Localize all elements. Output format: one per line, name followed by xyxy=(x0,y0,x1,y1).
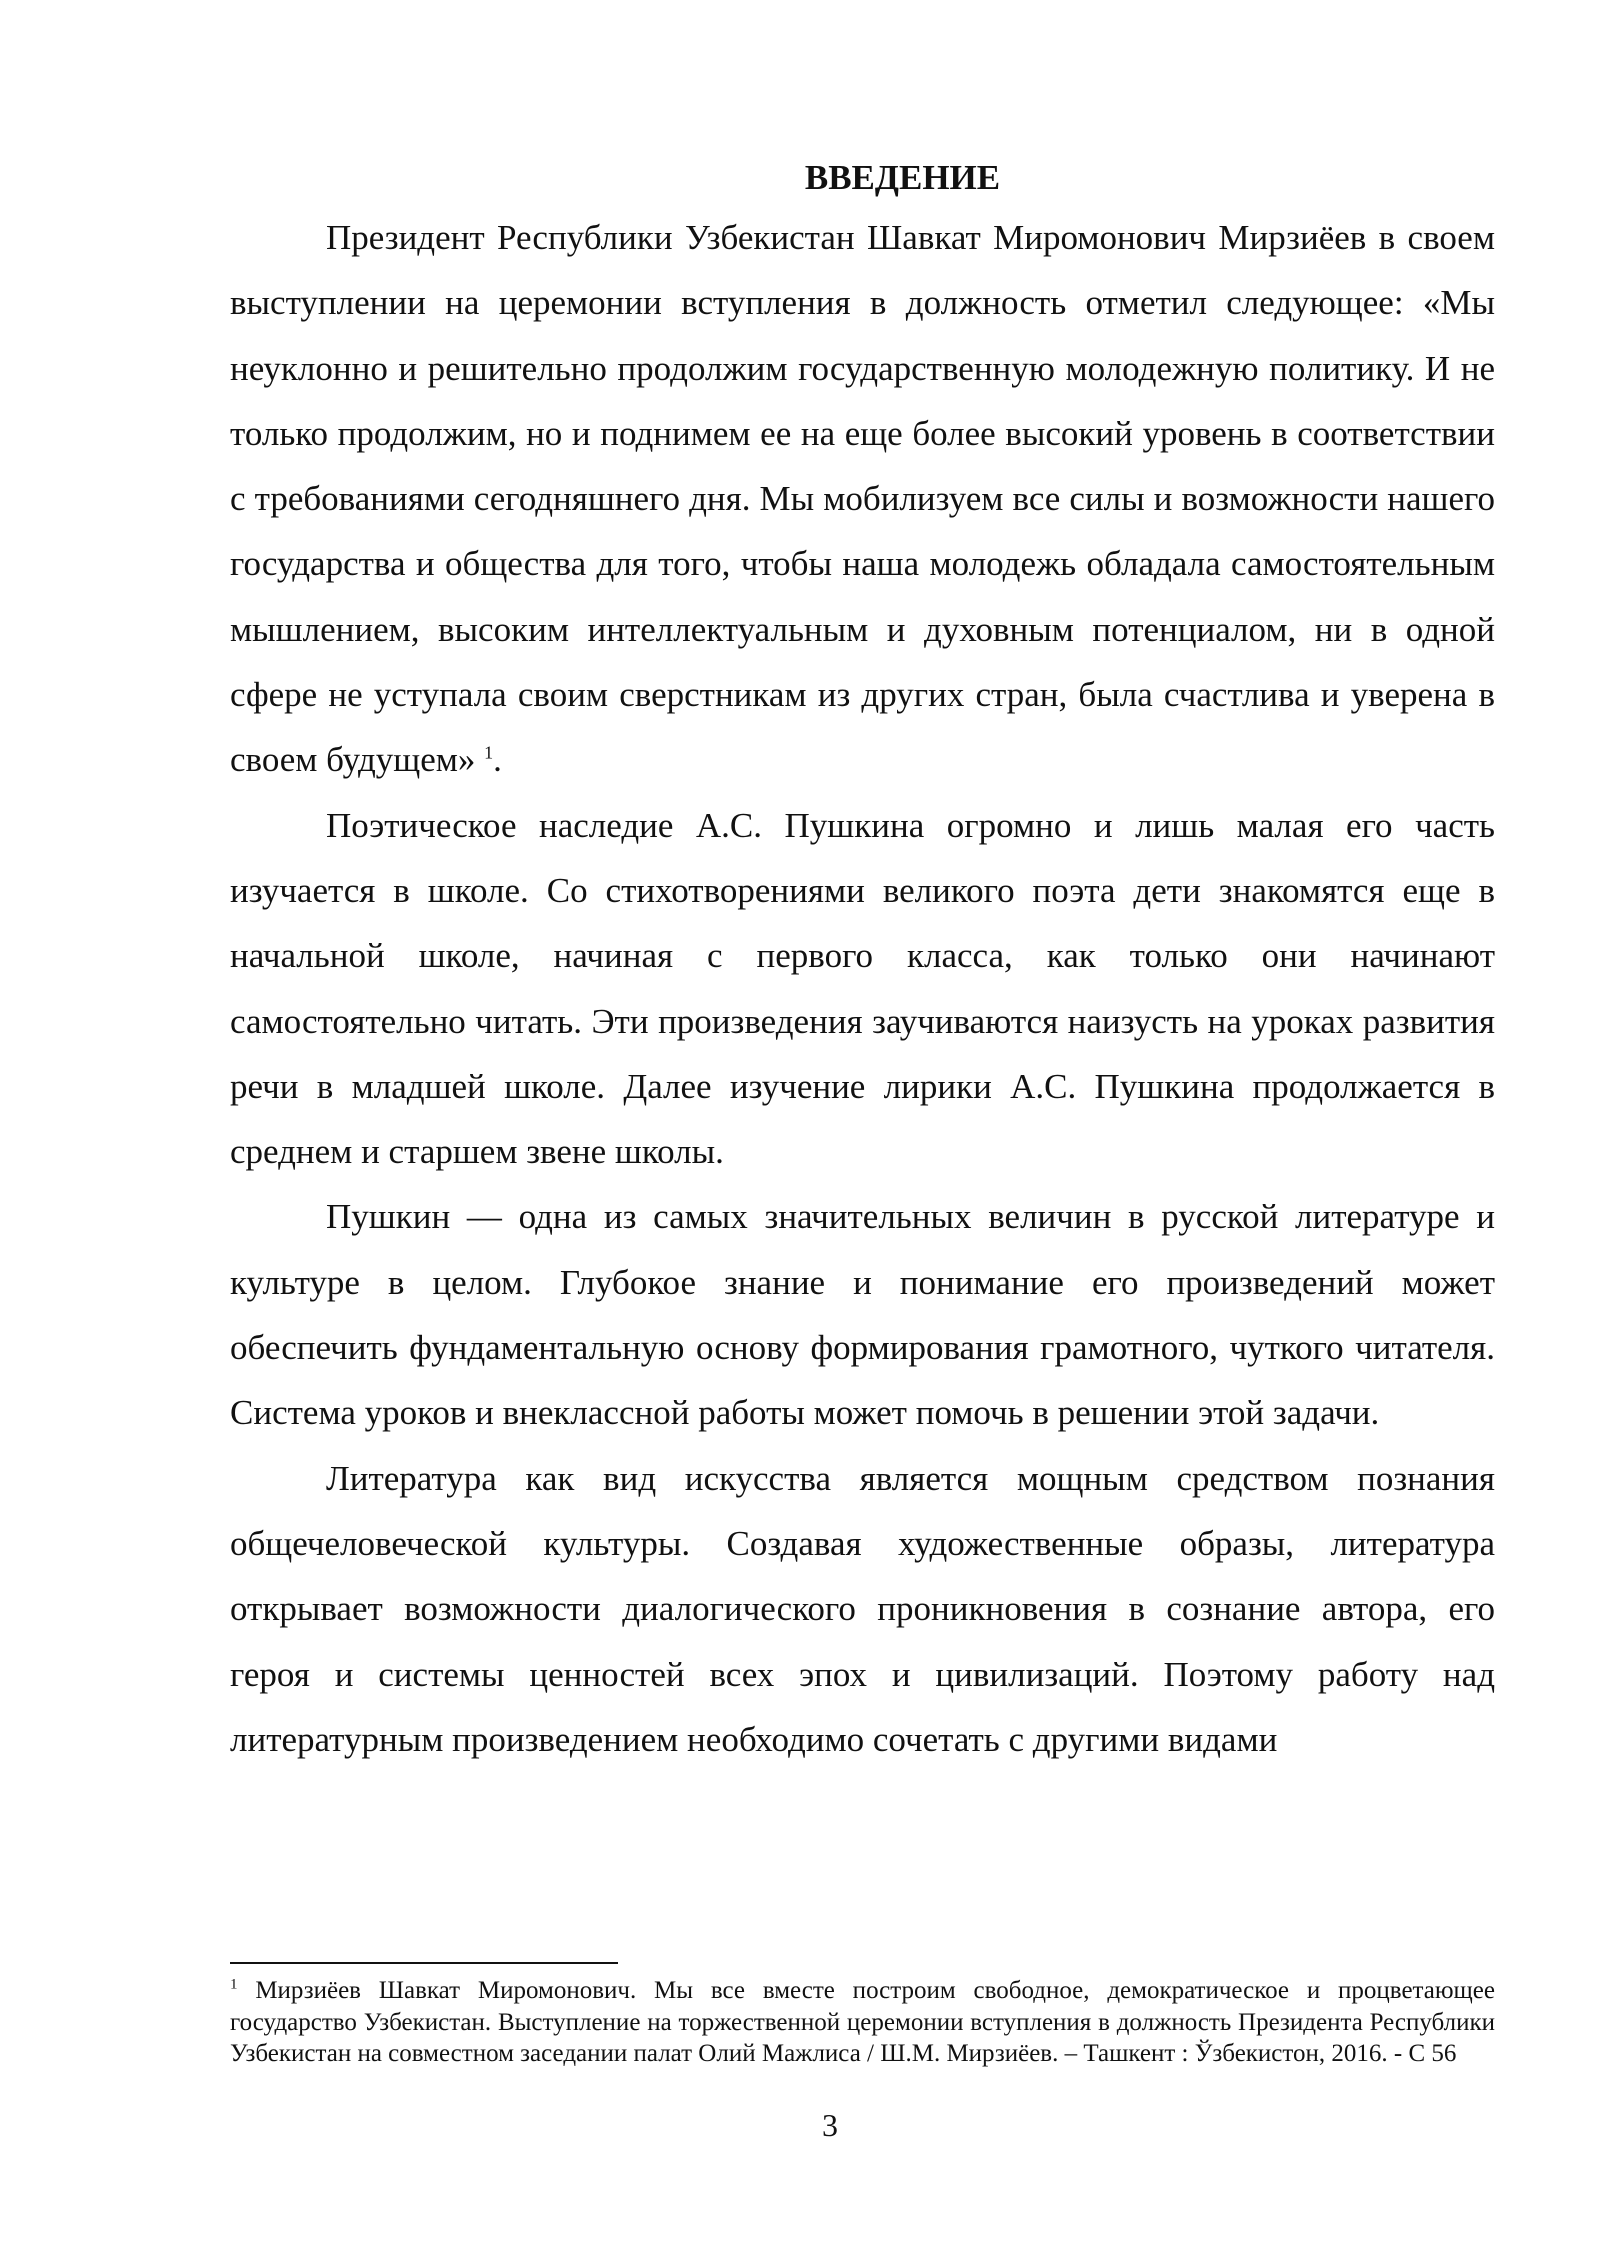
paragraph-2: Поэтическое наследие А.С. Пушкина огромно и лишь малая его часть изучается в школе. Со стихотворениями великого поэта дети знакомятся еще в начальной школе, начиная с первого класса, как только они начинают самостоятельно читать. Эти произведения заучиваются наизусть на уроках развития речи в младшей школе. Далее изучение лирики А.С. Пушкина продолжается в среднем и старшем звене школы. xyxy=(230,805,1495,1172)
paragraph-3: Пушкин — одна из самых значительных величин в русской литературе и культуре в целом. Глубокое знание и понимание его произведений может обеспечить фундаментальную основу формирования грамотного, чуткого читателя. Система уроков и внеклассной работы может помочь в решении этой задачи. xyxy=(230,1197,1495,1433)
footnote-mark: 1 xyxy=(230,1976,238,1993)
paragraph-4: Литература как вид искусства является мощным средством познания общечеловеческой культуры. Создавая художественные образы, литература открывает возможности диалогического проникновения в сознание автора, его героя и системы ценностей всех эпох и цивилизаций. Поэтому работу над литературным произведением необходимо сочетать с другими видами xyxy=(230,1458,1495,1759)
paragraph-1-text: Президент Республики Узбекистан Шавкат Миромонович Мирзиёев в своем выступлении на церемонии вступления в должность отметил следующее: «Мы неуклонно и решительно продолжим государственную молодежную политику. И не только продолжим, но и поднимем ее на еще более высокий уровень в соответствии с требованиями сегодняшнего дня. Мы мобилизуем все силы и возможности нашего государства и общества для того, чтобы наша молодежь обладала самостоятельным мышлением, высоким интеллектуальным и духовным потенциалом, ни в одной сфере не уступала своим сверстникам из других стран, была счастлива и уверена в своем будущем» xyxy=(230,218,1495,780)
page-number: 3 xyxy=(822,2107,838,2143)
paragraph-1 xyxy=(230,205,1495,793)
footnote-text: Мирзиёев Шавкат Миромонович. Мы все вместе построим свободное, демократическое и процветающее государство Узбекистан. Выступление на торжественной церемонии вступления в должность Президента Республики Узбекистан на совместном заседании палат Олий Мажлиса / Ш.М. Мирзиёев. – Ташкент : Ўзбекистон, 2016. - С 56 xyxy=(230,1977,1495,2067)
paragraph-1-suffix: . xyxy=(493,740,502,780)
footnote xyxy=(230,1975,1495,2070)
page-body xyxy=(230,150,1495,1772)
footnote-divider xyxy=(230,1962,618,1964)
footnote-reference[interactable]: 1 xyxy=(484,742,494,763)
section-heading: ВВЕДЕНИЕ xyxy=(804,158,1001,197)
